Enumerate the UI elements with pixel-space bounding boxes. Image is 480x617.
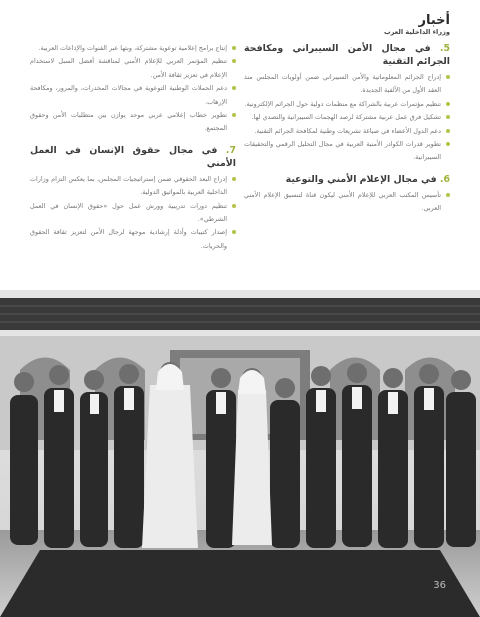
- bullet-item: تنظيم دورات تدريبية وورش عمل حول «حقوق الإنسان في العمل الشرطي».: [30, 200, 236, 227]
- bullet-item: تنظيم المؤتمر العربي للإعلام الأمني لمناقشة أفضل السبل لاستخدام الإعلام في تعزيز ثقافة الأمن.: [30, 55, 236, 82]
- heading-number: 5.: [439, 43, 450, 54]
- section-title: أخبار: [418, 13, 450, 28]
- right-column: [244, 42, 450, 224]
- heading-text: في مجال الأمن السيبراني ومكافحة الجرائم التقنية: [244, 43, 450, 67]
- heading-cyber-security: [244, 42, 450, 68]
- bullet-list-human-rights: [30, 173, 236, 253]
- bullet-item: إنتاج برامج إعلامية توعوية مشتركة، وبثها عبر القنوات والإذاعات العربية.: [30, 42, 236, 55]
- bullet-item: دعم الدول الأعضاء في صياغة تشريعات وطنية لمكافحة الجرائم التقنية.: [244, 125, 450, 138]
- bullet-item: إدراج البعد الحقوقي ضمن إستراتيجيات المجلس، بما يعكس التزام وزارات الداخلية العربية بالمواثيق الدولية.: [30, 173, 236, 200]
- heading-human-rights: [30, 144, 236, 170]
- bullet-list-media-continued: [30, 42, 236, 136]
- heading-text: في مجال حقوق الإنسان في العمل الأمني: [30, 144, 236, 169]
- bullet-item: تطوير قدرات الكوادر الأمنية العربية في مجال التحليل الرقمي والتحقيقات السيبرانية.: [244, 138, 450, 165]
- bullet-list-media: [244, 189, 450, 216]
- bullet-item: تنظيم مؤتمرات عربية بالشراكة مع منظمات دولية حول الجرائم الإلكترونية.: [244, 98, 450, 111]
- left-column: [30, 42, 236, 261]
- page-header: [384, 14, 450, 37]
- bullet-item: إدراج الجرائم المعلوماتية والأمن السيبراني ضمن أولويات المجلس منذ العقد الأول من الألفية الجديدة.: [244, 71, 450, 98]
- heading-security-media: [244, 173, 450, 186]
- bullet-item: إصدار كتيبات وأدلة إرشادية موجهة لرجال الأمن لتعزيز ثقافة الحقوق والحريات.: [30, 226, 236, 253]
- bullet-item: تشكيل فرق عمل عربية مشتركة لرصد الهجمات السيبرانية والتصدي لها.: [244, 111, 450, 124]
- group-photo: [0, 290, 480, 617]
- bullet-item: دعم الحملات الوطنية التوعوية في مجالات المخدرات، والمرور، ومكافحة الإرهاب.: [30, 82, 236, 109]
- bullet-list-cyber: [244, 71, 450, 165]
- heading-number: 7.: [225, 144, 236, 156]
- heading-number: 6.: [439, 173, 450, 185]
- bullet-item: تطوير خطاب إعلامي عربي موحد يوازن بين متطلبات الأمن وحقوق المجتمع.: [30, 109, 236, 136]
- heading-text: في مجال الإعلام الأمني والتوعية: [285, 173, 437, 185]
- page-number: 36: [433, 580, 446, 591]
- bullet-item: تأسيس المكتب العربي للإعلام الأمني ليكون قناة لتنسيق الإعلام الأمني العربي.: [244, 189, 450, 216]
- section-subtitle: وزراء الداخلية العرب: [383, 28, 450, 36]
